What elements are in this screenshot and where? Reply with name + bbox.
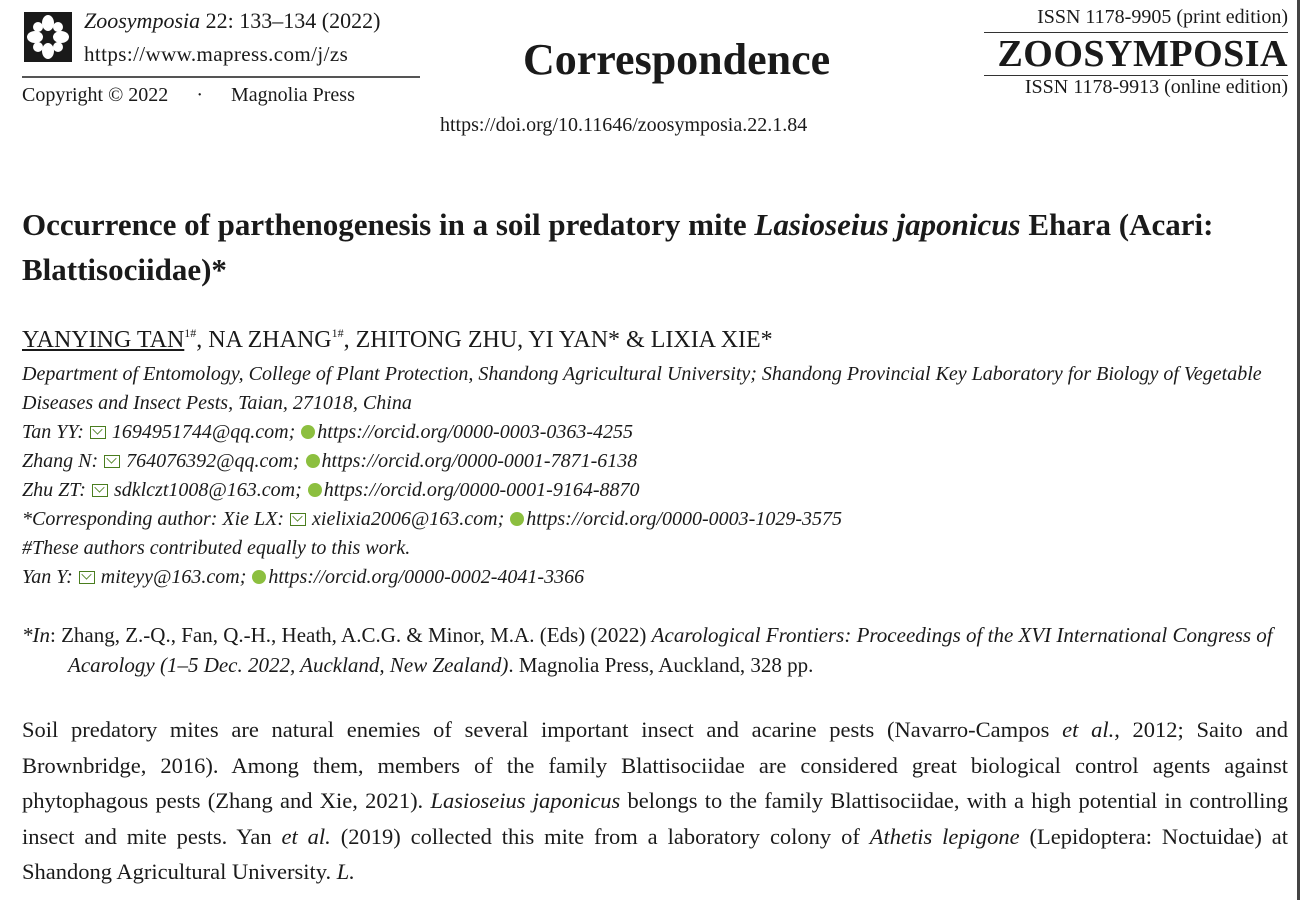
proceedings-note: *In: Zhang, Z.-Q., Fan, Q.-H., Heath, A.C.G. & Minor, M.A. (Eds) (2022) Acarological Frontiers: Proceedings of the XVI International Congress of Acarology (1–5 Dec. 2022, Auckland, New Zealand). Magnolia Press, Auckland, 328 pp. [22, 623, 1273, 677]
email-link[interactable]: sdklczt1008@163.com; [113, 479, 302, 501]
issn-online: ISSN 1178-9913 (online edition) [1024, 76, 1288, 98]
orcid-link[interactable]: https://orcid.org/0000-0003-1029-3575 [526, 508, 843, 530]
email-link[interactable]: 764076392@qq.com; [126, 450, 300, 472]
section-title: Correspondence [523, 35, 831, 84]
email-link[interactable]: miteyy@163.com; [100, 566, 247, 588]
email-icon [104, 455, 120, 468]
email-icon [92, 484, 108, 497]
issn-print: ISSN 1178-9905 (print edition) [984, 6, 1288, 33]
journal-brand: ZOOSYMPOSIA [984, 33, 1288, 76]
journal-citation: Zoosymposia 22: 133–134 (2022) [84, 8, 381, 33]
equal-contribution-note: #These authors contributed equally to this work. [22, 537, 411, 559]
body-paragraph: Soil predatory mites are natural enemies of several important insect and acarine pests (Navarro-Campos et al., 2012; Saito and Brownbridge, 2016). Among them, members of the family Blattisociidae are considered great biological control agents against phytophagous pests (Zhang and Xie, 2021). Lasioseius japonicus belongs to the family Blattisociidae, with a high potential in controlling insect and mite pests. Yan et al. (2019) collected this mite from a laboratory colony of Athetis lepigone (Lepidoptera: Noctuidae) at Shandong Agricultural University. L. [22, 717, 1289, 884]
orcid-icon [252, 570, 266, 584]
email-link[interactable]: xielixia2006@163.com; [312, 508, 505, 530]
author-list: YANYING $TAN^{1\#}$, NA $ZHANG^{1\#}$, ZHITONG ZHU, YI YAN* & LIXIA XIE* [22, 326, 773, 353]
flower-logo-icon [24, 12, 72, 62]
orcid-link[interactable]: https://orcid.org/0000-0001-7871-6138 [321, 450, 638, 472]
contact-row: Zhu ZT: sdklczt1008@163.com; https://orcid.org/0000-0001-9164-8870 [22, 479, 640, 501]
journal-url[interactable]: https://www.mapress.com/j/zs [84, 42, 349, 66]
author-link[interactable]: YANYING TAN [22, 327, 185, 353]
journal-header-right [984, 6, 1288, 99]
email-icon [290, 513, 306, 526]
affiliation: Department of Entomology, College of Plant Protection, Shandong Agricultural University; Shandong Provincial Key Laboratory for Biology of Vegetable Diseases and Insect Pests, Taian, 271018, China [22, 363, 1262, 414]
email-icon [79, 571, 95, 584]
article-title: Occurrence of parthenogenesis in a soil predatory mite Lasioseius japonicus Ehara (Acari: Blattisociidae)* [22, 207, 1214, 287]
contact-row: Zhang N: 764076392@qq.com; https://orcid.org/0000-0001-7871-6138 [22, 450, 638, 472]
doi-link[interactable]: https://doi.org/10.11646/zoosymposia.22.1.84 [440, 114, 808, 136]
orcid-link[interactable]: https://orcid.org/0000-0003-0363-4255 [317, 421, 634, 443]
email-icon [90, 426, 106, 439]
copyright-line: Copyright © 2022 · Magnolia Press [22, 84, 355, 106]
contact-list [22, 418, 1297, 592]
contact-row: Yan Y: miteyy@163.com; https://orcid.org/0000-0002-4041-3366 [22, 566, 585, 588]
orcid-icon [308, 483, 322, 497]
orcid-link[interactable]: https://orcid.org/0000-0001-9164-8870 [323, 479, 640, 501]
orcid-icon [301, 425, 315, 439]
orcid-link[interactable]: https://orcid.org/0000-0002-4041-3366 [268, 566, 585, 588]
contact-row: Tan YY: 1694951744@qq.com; https://orcid.org/0000-0003-0363-4255 [22, 421, 634, 443]
orcid-icon [306, 454, 320, 468]
contact-row: *Corresponding author: Xie LX: xielixia2006@163.com; https://orcid.org/0000-0003-1029-3575 [22, 508, 843, 530]
header-divider [22, 76, 420, 78]
email-link[interactable]: 1694951744@qq.com; [111, 421, 296, 443]
orcid-icon [510, 512, 524, 526]
